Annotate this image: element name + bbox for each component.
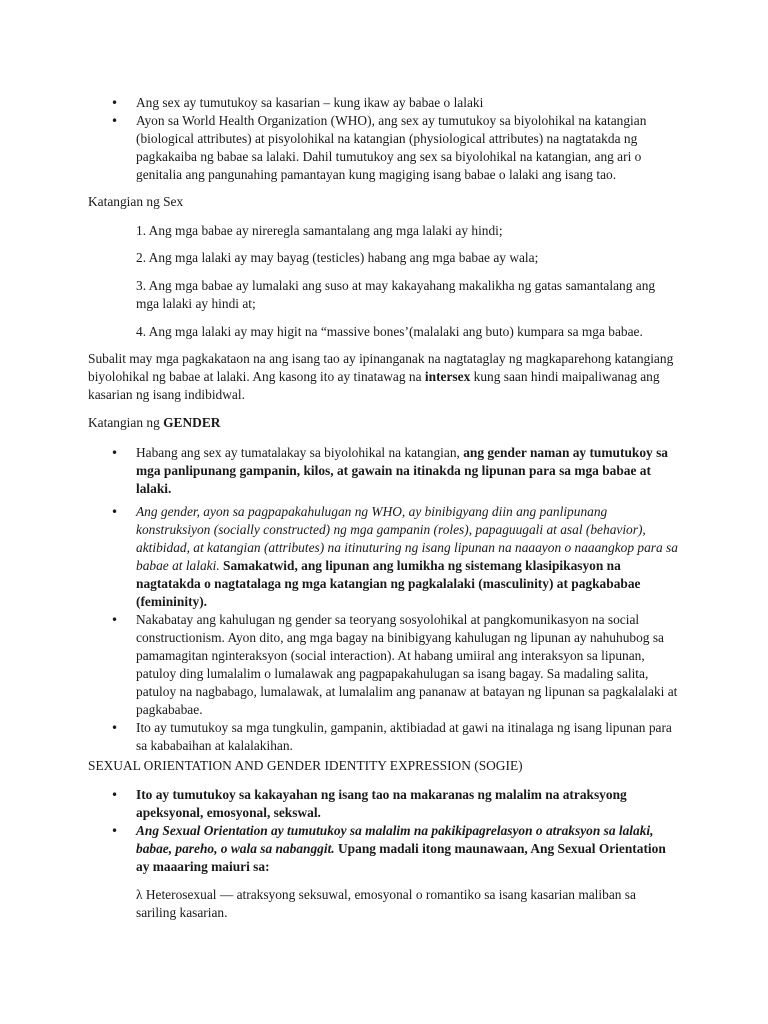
sogie-bullet-list (88, 786, 678, 876)
sex-list-item-3: 3. Ang mga babae ay lumalaki ang suso at may kakayahang makalikha ng gatas samantalang ang mga lalaki ay hindi at; (136, 278, 656, 311)
sogie-bullet-2-bolditalic: Ang Sexual Orientation ay tumutukoy sa malalim na pakikipagrelasyon o atraksyon sa lalaki, babae, pareho, o wala sa nabanggit. (136, 823, 654, 856)
intro-bullet-2: Ayon sa World Health Organization (WHO), ang sex ay tumutukoy sa biyolohikal na katangian (biological attributes) at pisyolohikal na katangian (physiological attributes) na nagtatakda ng pagkakaiba ng babae sa lalaki. Dahil tumutukoy ang sex sa biyolohikal na katangian, ang ari o genitalia ang pangunahing pamantayan kung magiging isang babae o lalaki ang isang tao. (136, 113, 647, 182)
list-item (88, 112, 678, 184)
gender-bullet-3: Nakabatay ang kahulugan ng gender sa teoryang sosyolohikal at pangkomunikasyon na social constructionism. Ayon dito, ang mga bagay na binibigyang kahulugan ng lipunan ay nahuhubog sa pamamagitan nginteraksyon (social interaction). At habang umiiral ang interaksyon sa lipunan, patuloy ding lumalalim o lumalawak ang pagpapakahulugan sa isang bagay. Sa madaling salita, patuloy na nagbabago, lumalawak, at lumalalim ang pananaw at batayan ng lipunan sa pagkalalaki at pagkababae. (136, 612, 678, 717)
gender-heading-bold: GENDER (163, 415, 221, 430)
intersex-paragraph (88, 350, 688, 404)
gender-bullet-list (88, 444, 678, 755)
sogie-heading: SEXUAL ORIENTATION AND GENDER IDENTITY EXPRESSION (SOGIE) (88, 758, 523, 773)
gender-bullet-2-bold: Samakatwid, ang lipunan ang lumikha ng sistemang klasipikasyon na nagtatakda o nagtatalaga ng mga katangian ng pagkalalaki (masculinity) at pagkababae (femininity). (136, 558, 641, 609)
gender-bullet-1-bold: ang gender naman ay tumutukoy sa mga panlipunang gampanin, kilos, at gawain na itinakda ng lipunan para sa mga babae at lalaki. (136, 445, 668, 496)
intro-bullet-1: Ang sex ay tumutukoy sa kasarian – kung ikaw ay babae o lalaki (136, 95, 484, 110)
sex-list-item-4: 4. Ang mga lalaki ay may higit na “massive bones’(malalaki ang buto) kumpara sa mga babae. (136, 324, 643, 339)
list-item (88, 444, 678, 498)
sogie-bullet-2-bold: Upang madali itong maunawaan, Ang Sexual Orientation ay maaaring maiuri sa: (136, 841, 666, 874)
list-item (88, 503, 678, 611)
list-item (88, 611, 678, 719)
list-item (88, 786, 678, 822)
gender-bullet-2-italic: Ang gender, ayon sa pagpapakahulugan ng WHO, ay binibigyang diin ang panlipunang konstruksiyon (socially constructed) ng mga gampanin (roles), papaguugali at asal (behavior), aktibidad, at katangian (attributes) na itinuturing ng isang lipunan na naaayon o naaangkop para sa babae at lalaki. (136, 504, 678, 573)
heterosexual-definition: λ Heterosexual — atraksyong seksuwal, emosyonal o romantiko sa isang kasarian maliban sa sariling kasarian. (136, 887, 636, 920)
list-item (88, 94, 678, 112)
intersex-term: intersex (424, 369, 471, 384)
intro-bullet-list (88, 94, 678, 184)
intersex-text-start: Subalit may mga pagkakataon na ang isang tao ay ipinanganak na nagtataglay ng magkaparehong katangiang biyolohikal ng babae at lalaki. Ang kasong ito ay tinatawag na (88, 351, 674, 384)
sogie-bullet-1: Ito ay tumutukoy sa kakayahan ng isang tao na makaranas ng malalim na atraksyong apeksyonal, emosyonal, sekswal. (136, 787, 627, 820)
intersex-text-end: kung saan hindi maipaliwanag ang kasarian ng isang indibidwal. (88, 369, 660, 402)
gender-heading-prefix: Katangian ng (88, 415, 164, 430)
sex-list-item-1: 1. Ang mga babae ay nireregla samantalang ang mga lalaki ay hindi; (136, 223, 503, 238)
gender-bullet-4: Ito ay tumutukoy sa mga tungkulin, gampanin, aktibiadad at gawi na itinalaga ng isang lipunan para sa kababaihan at kalalakihan. (136, 720, 672, 753)
list-item (88, 822, 678, 876)
gender-bullet-1-plain: Habang ang sex ay tumatalakay sa biyolohikal na katangian, (136, 445, 464, 460)
gender-heading (88, 414, 688, 432)
list-item (88, 719, 678, 755)
sex-list-item-2: 2. Ang mga lalaki ay may bayag (testicles) habang ang mga babae ay wala; (136, 250, 539, 265)
sex-heading: Katangian ng Sex (88, 194, 184, 209)
